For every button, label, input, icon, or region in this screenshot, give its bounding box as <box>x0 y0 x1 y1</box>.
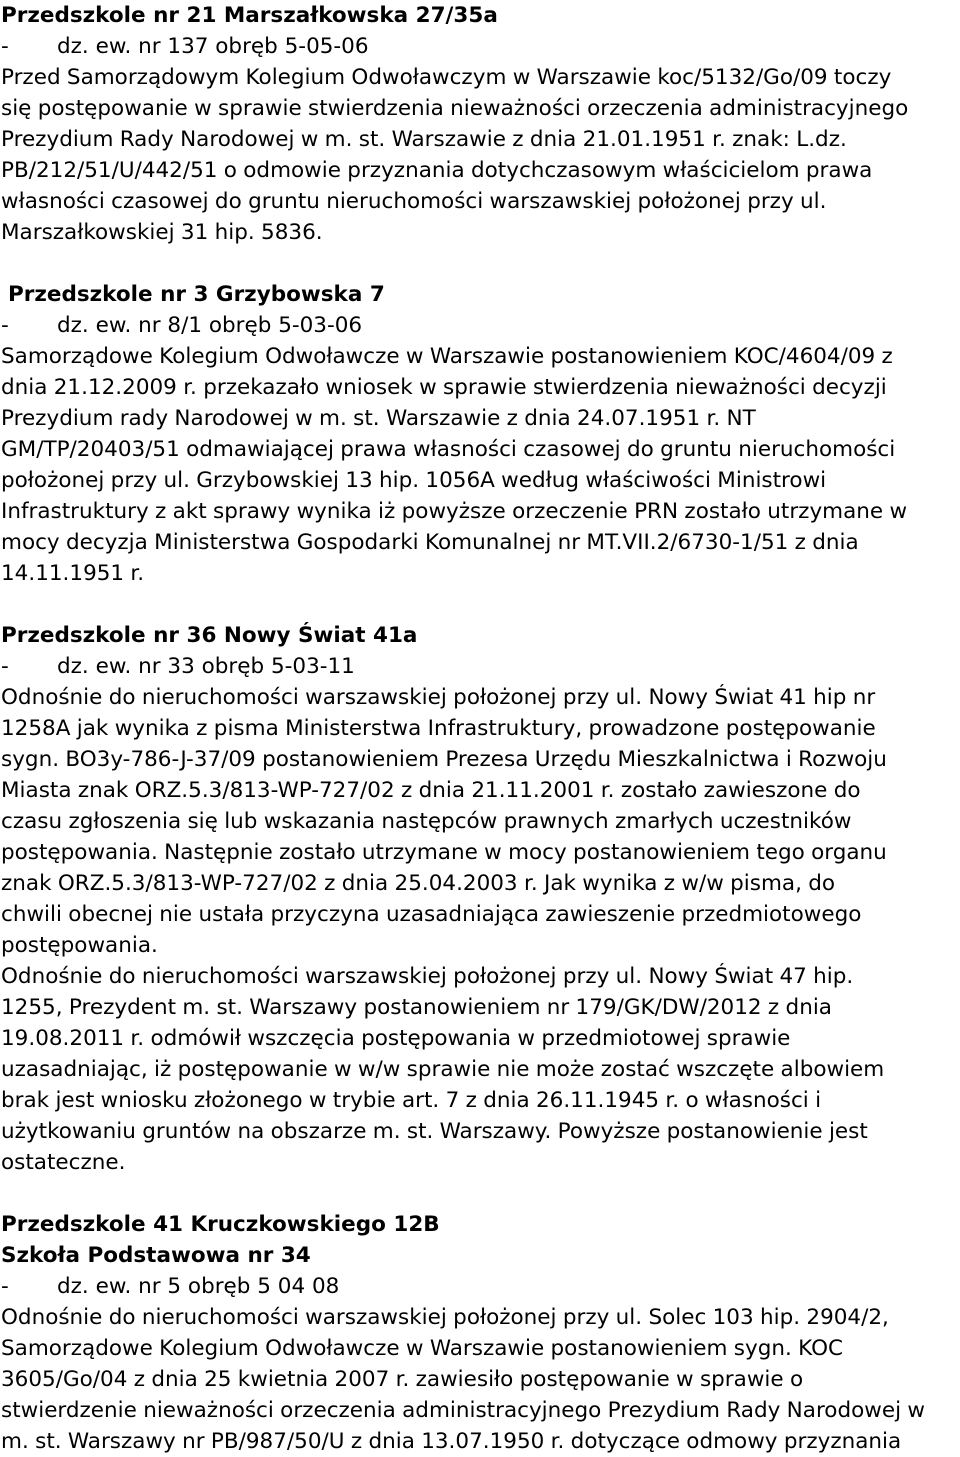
text-line: dnia 21.12.2009 r. przekazało wniosek w sprawie stwierdzenia nieważności decyzji <box>1 375 887 400</box>
text-line: użytkowaniu gruntów na obszarze m. st. Warszawy. Powyższe postanowienie jest <box>1 1119 868 1144</box>
dash-marker: - <box>1 1274 9 1299</box>
text-line: stwierdzenie nieważności orzeczenia administracyjnego Prezydium Rady Narodowej w <box>1 1398 925 1423</box>
paragraph <box>1 682 960 961</box>
section-heading: Przedszkole nr 36 Nowy Świat 41a <box>1 623 418 648</box>
text-line: 1255, Prezydent m. st. Warszawy postanowieniem nr 179/GK/DW/2012 z dnia <box>1 995 832 1020</box>
section-heading: Przedszkole nr 3 Grzybowska 7 <box>8 282 385 307</box>
paragraph <box>1 62 960 248</box>
parcel-line <box>1 651 960 682</box>
text-line: Prezydium rady Narodowej w m. st. Warszawie z dnia 24.07.1951 r. NT <box>1 406 756 431</box>
parcel-number: dz. ew. nr 137 obręb 5-05-06 <box>57 34 369 59</box>
paragraph <box>1 341 960 589</box>
text-line: 3605/Go/04 z dnia 25 kwietnia 2007 r. zawiesiło postępowanie w sprawie o <box>1 1367 804 1392</box>
dash-marker: - <box>1 34 9 59</box>
parcel-number: dz. ew. nr 8/1 obręb 5-03-06 <box>57 313 363 338</box>
text-line: GM/TP/20403/51 odmawiającej prawa własności czasowej do gruntu nieruchomości <box>1 437 896 462</box>
text-line: Odnośnie do nieruchomości warszawskiej położonej przy ul. Nowy Świat 47 hip. <box>1 964 854 989</box>
text-line: brak jest wniosku złożonego w trybie art. 7 z dnia 26.11.1945 r. o własności i <box>1 1088 822 1113</box>
text-line: Prezydium Rady Narodowej w m. st. Warszawie z dnia 21.01.1951 r. znak: L.dz. <box>1 127 847 152</box>
section-przedszkole-3 <box>1 279 960 589</box>
paragraph <box>1 961 960 1178</box>
text-line: Odnośnie do nieruchomości warszawskiej położonej przy ul. Nowy Świat 41 hip nr <box>1 685 876 710</box>
text-line: 19.08.2011 r. odmówił wszczęcia postępowania w przedmiotowej sprawie <box>1 1026 791 1051</box>
section-przedszkole-36 <box>1 620 960 1178</box>
section-subheading: Szkoła Podstawowa nr 34 <box>1 1243 311 1268</box>
section-przedszkole-21 <box>1 0 960 248</box>
section-heading: Przedszkole 41 Kruczkowskiego 12B <box>1 1212 440 1237</box>
parcel-line <box>1 31 960 62</box>
text-line: własności czasowej do gruntu nieruchomości warszawskiej położonej przy ul. <box>1 189 827 214</box>
text-line: sygn. BO3y-786-J-37/09 postanowieniem Prezesa Urzędu Mieszkalnictwa i Rozwoju <box>1 747 887 772</box>
text-line: Samorządowe Kolegium Odwoławcze w Warszawie postanowieniem sygn. KOC <box>1 1336 844 1361</box>
text-line: Infrastruktury z akt sprawy wynika iż powyższe orzeczenie PRN zostało utrzymane w <box>1 499 908 524</box>
section-heading: Przedszkole nr 21 Marszałkowska 27/35a <box>1 3 498 28</box>
dash-marker: - <box>1 654 9 679</box>
text-line: chwili obecnej nie ustała przyczyna uzasadniająca zawieszenie przedmiotowego <box>1 902 862 927</box>
text-line: 1258A jak wynika z pisma Ministerstwa Infrastruktury, prowadzone postępowanie <box>1 716 876 741</box>
text-line: Miasta znak ORZ.5.3/813-WP-727/02 z dnia 21.11.2001 r. zostało zawieszone do <box>1 778 861 803</box>
text-line: PB/212/51/U/442/51 o odmowie przyznania dotychczasowym właścicielom prawa <box>1 158 873 183</box>
text-line: Samorządowe Kolegium Odwoławcze w Warszawie postanowieniem KOC/4604/09 z <box>1 344 893 369</box>
section-przedszkole-41 <box>1 1209 960 1457</box>
parcel-line <box>1 310 960 341</box>
text-line: Marszałkowskiej 31 hip. 5836. <box>1 220 323 245</box>
text-line: położonej przy ul. Grzybowskiej 13 hip. 1056A według właściwości Ministrowi <box>1 468 827 493</box>
text-line: mocy decyzja Ministerstwa Gospodarki Komunalnej nr MT.VII.2/6730-1/51 z dnia <box>1 530 859 555</box>
text-line: się postępowanie w sprawie stwierdzenia nieważności orzeczenia administracyjnego <box>1 96 909 121</box>
text-line: postępowania. Następnie zostało utrzymane w mocy postanowieniem tego organu <box>1 840 887 865</box>
spacer <box>1 248 960 279</box>
text-line: czasu zgłoszenia się lub wskazania następców prawnych zmarłych uczestników <box>1 809 852 834</box>
dash-marker: - <box>1 313 9 338</box>
parcel-number: dz. ew. nr 33 obręb 5-03-11 <box>57 654 355 679</box>
parcel-line <box>1 1271 960 1302</box>
paragraph <box>1 1302 960 1457</box>
text-line: postępowania. <box>1 933 158 958</box>
text-line: m. st. Warszawy nr PB/987/50/U z dnia 13.07.1950 r. dotyczące odmowy przyznania <box>1 1429 902 1454</box>
parcel-number: dz. ew. nr 5 obręb 5 04 08 <box>57 1274 340 1299</box>
spacer <box>1 1178 960 1209</box>
text-line: ostateczne. <box>1 1150 126 1175</box>
spacer <box>1 589 960 620</box>
text-line: Odnośnie do nieruchomości warszawskiej położonej przy ul. Solec 103 hip. 2904/2, <box>1 1305 889 1330</box>
text-line: znak ORZ.5.3/813-WP-727/02 z dnia 25.04.2003 r. Jak wynika z w/w pisma, do <box>1 871 836 896</box>
text-line: Przed Samorządowym Kolegium Odwoławczym w Warszawie koc/5132/Go/09 toczy <box>1 65 892 90</box>
text-line: 14.11.1951 r. <box>1 561 145 586</box>
text-line: uzasadniając, iż postępowanie w w/w sprawie nie może zostać wszczęte albowiem <box>1 1057 885 1082</box>
